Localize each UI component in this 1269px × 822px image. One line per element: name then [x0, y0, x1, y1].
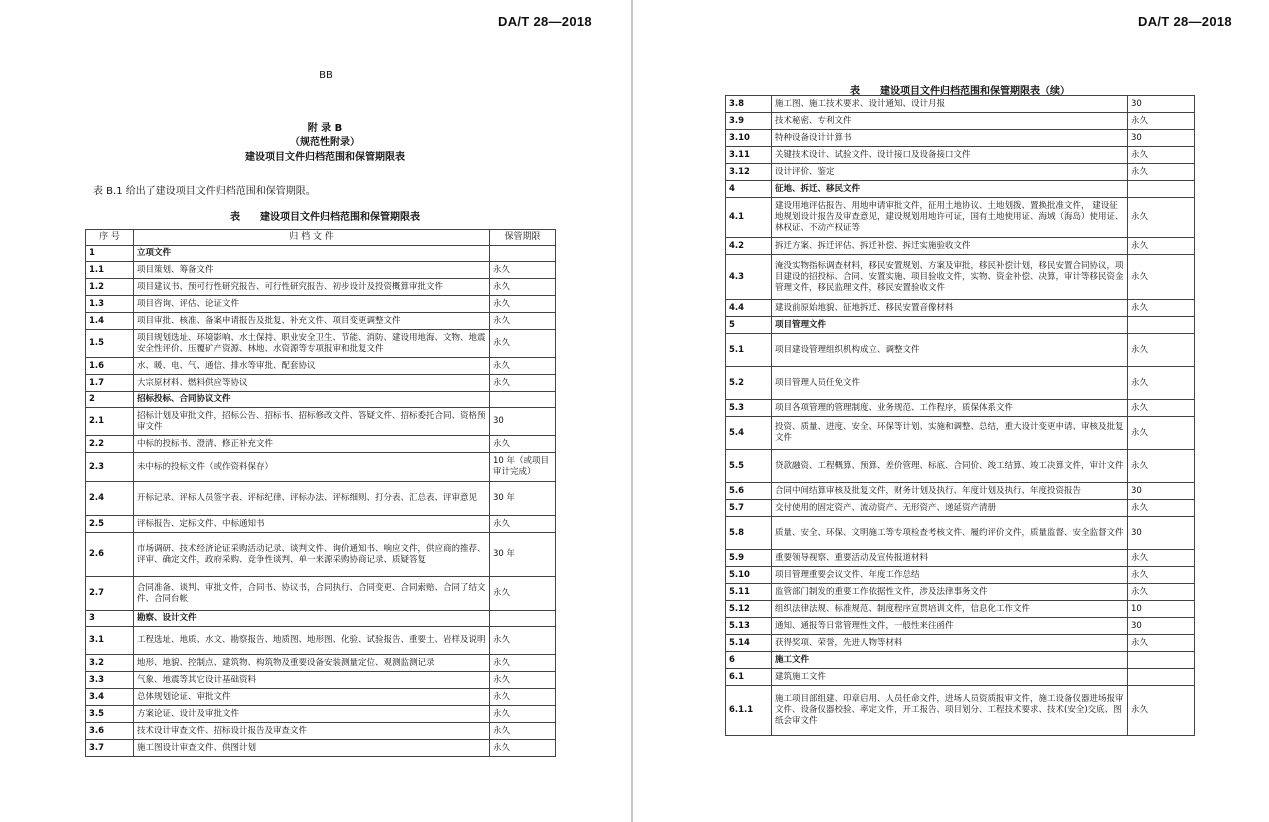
row-number: 5.9 — [726, 550, 772, 567]
row-number: 2.2 — [86, 436, 134, 453]
row-retention: 永久 — [1128, 584, 1195, 601]
table-row — [726, 483, 1195, 500]
row-number: 3.11 — [726, 147, 772, 164]
table-row — [726, 517, 1195, 550]
col-header-retention: 保管期限 — [490, 230, 556, 246]
table-row — [86, 672, 556, 689]
table-row — [86, 655, 556, 672]
row-retention: 30 年 — [490, 482, 556, 516]
row-number: 1.7 — [86, 375, 134, 392]
table-caption-left: 表 建设项目文件归档范围和保管期限表 — [230, 212, 420, 223]
row-retention: 永久 — [1128, 334, 1195, 367]
row-retention — [1128, 181, 1195, 198]
row-number: 3 — [86, 611, 134, 627]
row-number: 1.5 — [86, 330, 134, 358]
row-document: 项目审批、核准、备案申请报告及批复、补充文件、项目变更调整文件 — [134, 313, 490, 330]
row-document: 项目建设管理组织机构成立、调整文件 — [772, 334, 1128, 367]
table-category-row — [86, 611, 556, 627]
row-retention: 永久 — [1128, 255, 1195, 300]
row-number: 1.4 — [86, 313, 134, 330]
row-retention: 30 — [1128, 483, 1195, 500]
row-retention: 永久 — [490, 577, 556, 611]
row-retention: 永久 — [1128, 450, 1195, 483]
row-retention: 30 — [1128, 618, 1195, 635]
row-retention: 永久 — [490, 330, 556, 358]
table-row — [726, 618, 1195, 635]
row-document: 项目管理文件 — [772, 317, 1128, 334]
row-document: 项目规划选址、环境影响、水土保持、职业安全卫生、节能、消防、建设用地海、文物、地震安全性评价、压覆矿产资源、林地、水资源等专项报审和批复文件 — [134, 330, 490, 358]
row-retention — [490, 246, 556, 262]
table-row — [86, 689, 556, 706]
row-number: 2.7 — [86, 577, 134, 611]
row-document: 工程选址、地质、水文、勘察报告、地质图、地形图、化验、试验报告、重要土、岩样及说明 — [134, 627, 490, 655]
archive-table-right — [725, 95, 1195, 736]
row-retention — [490, 392, 556, 408]
row-document: 贷款融资、工程概算、预算、差价管理、标底、合同价、竣工结算、竣工决算文件，审计文件 — [772, 450, 1128, 483]
row-document: 合同准备、谈判、审批文件，合同书、协议书，合同执行、合同变更、合同索赔、合同了结文件、合同台帐 — [134, 577, 490, 611]
row-document: 施工文件 — [772, 652, 1128, 669]
row-document: 地形、地貌、控制点、建筑物、构筑物及重要设备安装测量定位、观测监测记录 — [134, 655, 490, 672]
page-divider — [631, 0, 633, 822]
row-document: 招标计划及审批文件，招标公告、招标书、招标修改文件、答疑文件、招标委托合同、资格预审文件 — [134, 408, 490, 436]
row-document: 招标投标、合同协议文件 — [134, 392, 490, 408]
appendix-name: 建设项目文件归档范围和保管期限表 — [245, 152, 405, 163]
row-number: 6.1.1 — [726, 686, 772, 736]
row-number: 5.14 — [726, 635, 772, 652]
row-number: 2.3 — [86, 453, 134, 482]
row-number: 3.6 — [86, 723, 134, 740]
row-retention: 30 — [1128, 517, 1195, 550]
row-retention: 30 — [490, 408, 556, 436]
row-document: 开标记录、评标人员签字表、评标纪律、评标办法、评标细则、打分表、汇总表、评审意见 — [134, 482, 490, 516]
row-retention: 永久 — [490, 723, 556, 740]
row-retention: 永久 — [490, 627, 556, 655]
row-number: 3.4 — [86, 689, 134, 706]
row-number: 3.1 — [86, 627, 134, 655]
row-document: 拆迁方案、拆迁评估、拆迁补偿、拆迁实施验收文件 — [772, 238, 1128, 255]
table-row — [726, 255, 1195, 300]
table-category-row — [86, 392, 556, 408]
appendix-title: 附 录 B — [307, 123, 343, 134]
row-document: 特种设备设计计算书 — [772, 130, 1128, 147]
table-row — [86, 516, 556, 533]
table-row — [726, 669, 1195, 686]
row-document: 监管部门制发的重要工作依据性文件，涉及法律事务文件 — [772, 584, 1128, 601]
row-number: 5.10 — [726, 567, 772, 584]
table-row — [86, 436, 556, 453]
row-document: 重要领导视察、重要活动及宣传报道材料 — [772, 550, 1128, 567]
table-row — [86, 740, 556, 757]
appendix-type: （规范性附录） — [290, 137, 360, 148]
table-row — [726, 500, 1195, 517]
row-document: 方案论证、设计及审批文件 — [134, 706, 490, 723]
table-row — [86, 279, 556, 296]
row-document: 中标的投标书、澄清、修正补充文件 — [134, 436, 490, 453]
row-retention: 永久 — [1128, 550, 1195, 567]
row-number: 1.2 — [86, 279, 134, 296]
row-document: 设计评价、鉴定 — [772, 164, 1128, 181]
row-number: 3.7 — [86, 740, 134, 757]
table-category-row — [726, 181, 1195, 198]
row-document: 项目管理重要会议文件、年度工作总结 — [772, 567, 1128, 584]
row-retention: 30 年 — [490, 533, 556, 577]
row-number: 3.12 — [726, 164, 772, 181]
table-row — [726, 635, 1195, 652]
table-row — [86, 706, 556, 723]
table-row — [86, 627, 556, 655]
row-retention: 永久 — [1128, 147, 1195, 164]
table-row — [86, 482, 556, 516]
row-number: 2.6 — [86, 533, 134, 577]
row-number: 4 — [726, 181, 772, 198]
row-retention: 永久 — [1128, 367, 1195, 400]
row-retention: 永久 — [1128, 417, 1195, 450]
table-row — [726, 198, 1195, 238]
table-row — [726, 584, 1195, 601]
row-document: 立项文件 — [134, 246, 490, 262]
table-row — [726, 300, 1195, 317]
row-document: 施工图、施工技术要求、设计通知、设计月报 — [772, 96, 1128, 113]
row-number: 1.3 — [86, 296, 134, 313]
table-caption-right: 表 建设项目文件归档范围和保管期限表（续） — [850, 86, 1070, 97]
row-retention: 永久 — [490, 672, 556, 689]
row-number: 3.9 — [726, 113, 772, 130]
table-category-row — [726, 317, 1195, 334]
row-document: 水、暖、电、气、通信、排水等审批、配套协议 — [134, 358, 490, 375]
row-number: 5.13 — [726, 618, 772, 635]
row-number: 4.4 — [726, 300, 772, 317]
row-retention: 30 — [1128, 96, 1195, 113]
row-retention: 永久 — [1128, 567, 1195, 584]
row-document: 大宗原材料、燃料供应等协议 — [134, 375, 490, 392]
row-document: 评标报告、定标文件、中标通知书 — [134, 516, 490, 533]
table-row — [726, 550, 1195, 567]
row-retention: 永久 — [1128, 113, 1195, 130]
row-document: 淹没实物指标调查材料，移民安置规划、方案及审批，移民补偿计划，移民安置合同协议，项目建设的招投标、合同、安置实施、项目验收文件，实物、资金补偿、决算，审计等移民资金管理文件，移民监理文件，移民安置验收文件 — [772, 255, 1128, 300]
row-document: 获得奖项、荣誉，先进人物等材料 — [772, 635, 1128, 652]
row-number: 3.2 — [86, 655, 134, 672]
row-document: 项目咨询、评估、论证文件 — [134, 296, 490, 313]
row-document: 项目管理人员任免文件 — [772, 367, 1128, 400]
row-retention: 永久 — [1128, 164, 1195, 181]
table-row — [726, 147, 1195, 164]
row-retention — [1128, 669, 1195, 686]
row-number: 6.1 — [726, 669, 772, 686]
row-document: 市场调研、技术经济论证采购活动记录、谈判文件、询价通知书、响应文件，供应商的推荐、评审、确定文件，政府采购、竞争性谈判、单一来源采购协商记录、质疑答复 — [134, 533, 490, 577]
row-number: 5.3 — [726, 400, 772, 417]
row-retention: 永久 — [1128, 300, 1195, 317]
row-number: 5.6 — [726, 483, 772, 500]
row-number: 6 — [726, 652, 772, 669]
table-row — [86, 375, 556, 392]
row-retention: 永久 — [490, 516, 556, 533]
row-number: 3.3 — [86, 672, 134, 689]
row-retention: 永久 — [490, 689, 556, 706]
table-row — [86, 262, 556, 279]
doc-code-left: DA/T 28—2018 — [498, 14, 592, 29]
table-row — [86, 408, 556, 436]
row-document: 合同中间结算审核及批复文件，财务计划及执行、年度计划及执行、年度投资报告 — [772, 483, 1128, 500]
row-document: 建筑施工文件 — [772, 669, 1128, 686]
row-number: 2 — [86, 392, 134, 408]
row-document: 项目策划、筹备文件 — [134, 262, 490, 279]
table-row — [86, 453, 556, 482]
table-row — [726, 400, 1195, 417]
row-retention: 永久 — [1128, 400, 1195, 417]
row-document: 建设前原始地貌、征地拆迁、移民安置音像材料 — [772, 300, 1128, 317]
row-number: 5.5 — [726, 450, 772, 483]
row-number: 2.4 — [86, 482, 134, 516]
row-retention: 永久 — [490, 358, 556, 375]
row-document: 交付使用的固定资产、流动资产、无形资产、递延资产清册 — [772, 500, 1128, 517]
table-row — [726, 567, 1195, 584]
row-number: 1.6 — [86, 358, 134, 375]
row-document: 技术设计审查文件、招标设计报告及审查文件 — [134, 723, 490, 740]
row-retention: 永久 — [1128, 198, 1195, 238]
row-document: 总体规划论证、审批文件 — [134, 689, 490, 706]
page-marker: BB — [319, 70, 333, 81]
row-retention: 永久 — [1128, 635, 1195, 652]
row-number: 1.1 — [86, 262, 134, 279]
row-retention: 永久 — [490, 296, 556, 313]
table-row — [86, 723, 556, 740]
table-row — [726, 113, 1195, 130]
table-row — [726, 367, 1195, 400]
row-document: 征地、拆迁、移民文件 — [772, 181, 1128, 198]
table-row — [726, 164, 1195, 181]
row-document: 施工项目部组建、印章启用、人员任命文件，进场人员资质报审文件，施工设备仪器进场报审文件、设备仪器校验、率定文件，开工报告、项目划分、工程技术要求、技术(安全)交底、图纸会审文件 — [772, 686, 1128, 736]
row-number: 3.5 — [86, 706, 134, 723]
table-row — [726, 334, 1195, 367]
row-retention: 永久 — [1128, 686, 1195, 736]
row-number: 5.4 — [726, 417, 772, 450]
col-header-number: 序 号 — [86, 230, 134, 246]
row-retention: 30 — [1128, 130, 1195, 147]
col-header-document: 归 档 文 件 — [134, 230, 490, 246]
row-document: 技术秘密、专利文件 — [772, 113, 1128, 130]
row-retention: 永久 — [490, 279, 556, 296]
row-number: 5.8 — [726, 517, 772, 550]
row-number: 3.10 — [726, 130, 772, 147]
row-retention — [490, 611, 556, 627]
row-document: 项目建议书、预可行性研究报告、可行性研究报告、初步设计及投资概算审批文件 — [134, 279, 490, 296]
doc-code-right: DA/T 28—2018 — [1138, 14, 1232, 29]
archive-table-left — [85, 229, 556, 757]
row-retention: 永久 — [490, 262, 556, 279]
table-row — [86, 533, 556, 577]
row-document: 通知、通报等日常管理性文件，一般性来往函件 — [772, 618, 1128, 635]
table-category-row — [86, 246, 556, 262]
row-number: 5.1 — [726, 334, 772, 367]
row-document: 建设用地评估报告、用地申请审批文件，征用土地协议、土地划拨、置换批准文件， 建设征地规划设计报告及审查意见，建设规划用地许可证，国有土地使用证、海域（海岛）使用证、林权证、不动产权证等 — [772, 198, 1128, 238]
row-document: 组织法律法规、标准规范、制度程序宣贯培训文件，信息化工作文件 — [772, 601, 1128, 618]
row-document: 未中标的投标文件（或作资料保存） — [134, 453, 490, 482]
row-retention: 10 — [1128, 601, 1195, 618]
row-document: 项目各项管理的管理制度、业务规范、工作程序，质保体系文件 — [772, 400, 1128, 417]
row-retention — [1128, 652, 1195, 669]
row-number: 4.3 — [726, 255, 772, 300]
row-retention: 永久 — [490, 436, 556, 453]
row-number: 3.8 — [726, 96, 772, 113]
table-row — [726, 96, 1195, 113]
row-number: 2.1 — [86, 408, 134, 436]
table-category-row — [726, 652, 1195, 669]
row-number: 5.7 — [726, 500, 772, 517]
row-retention: 永久 — [490, 375, 556, 392]
row-document: 气象、地震等其它设计基础资料 — [134, 672, 490, 689]
table-row — [86, 330, 556, 358]
row-number: 5.2 — [726, 367, 772, 400]
table-row — [726, 238, 1195, 255]
row-retention: 永久 — [490, 655, 556, 672]
row-document: 关键技术设计、试验文件、设计接口及设备接口文件 — [772, 147, 1128, 164]
table-row — [86, 577, 556, 611]
table-row — [726, 417, 1195, 450]
table-row — [726, 130, 1195, 147]
row-retention: 永久 — [1128, 238, 1195, 255]
row-document: 勘察、设计文件 — [134, 611, 490, 627]
row-retention: 永久 — [490, 313, 556, 330]
table-row — [86, 296, 556, 313]
row-number: 5.12 — [726, 601, 772, 618]
table-row — [726, 686, 1195, 736]
table-row — [86, 313, 556, 330]
row-number: 5.11 — [726, 584, 772, 601]
row-retention: 永久 — [490, 740, 556, 757]
table-row — [726, 450, 1195, 483]
row-retention: 永久 — [490, 706, 556, 723]
row-retention — [1128, 317, 1195, 334]
row-number: 4.1 — [726, 198, 772, 238]
table-row — [86, 358, 556, 375]
table-row — [726, 601, 1195, 618]
intro-text: 表 B.1 给出了建设项目文件归档范围和保管期限。 — [93, 186, 316, 197]
row-retention: 10 年（或项目审计完成） — [490, 453, 556, 482]
row-document: 质量、安全、环保、文明施工等专项检查考核文件、履约评价文件，质量监督、安全监督文件 — [772, 517, 1128, 550]
row-number: 1 — [86, 246, 134, 262]
row-document: 投资、质量、进度、安全、环保等计划、实施和调整、总结，重大设计变更申请、审核及批复文件 — [772, 417, 1128, 450]
row-number: 4.2 — [726, 238, 772, 255]
row-number: 5 — [726, 317, 772, 334]
row-document: 施工图设计审查文件、供图计划 — [134, 740, 490, 757]
row-retention: 永久 — [1128, 500, 1195, 517]
row-number: 2.5 — [86, 516, 134, 533]
